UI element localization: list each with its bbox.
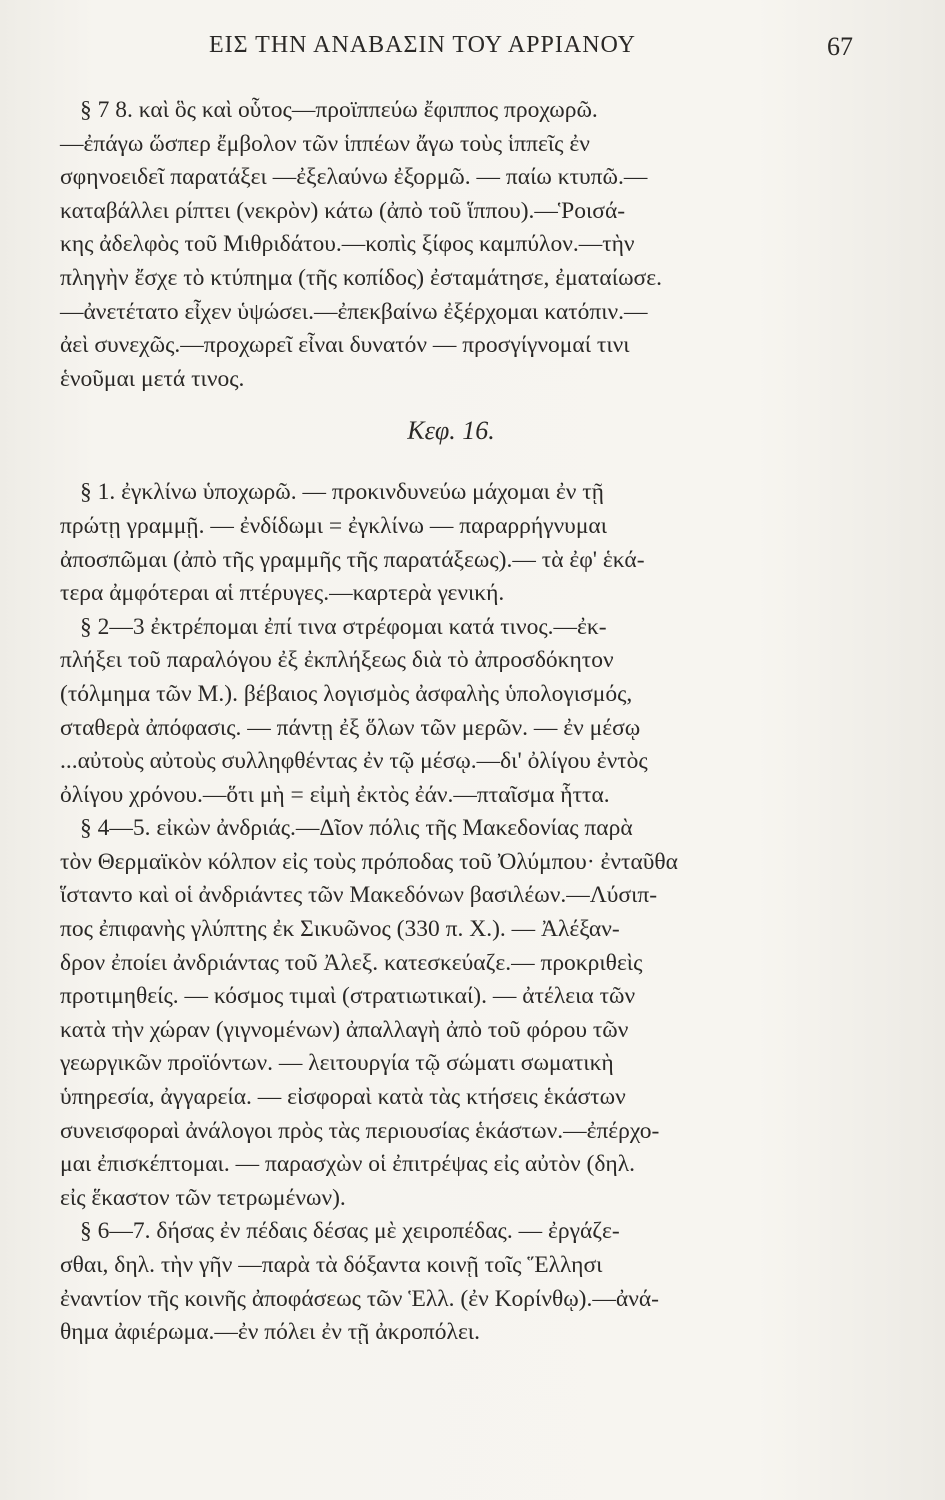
text-line: τὸν Θερμαϊκὸν κόλπον εἰς τοὺς πρόποδας τοῦ Ὀλύμπου· ἐνταῦθα xyxy=(60,848,678,875)
text-line: ...αὐτοὺς αὐτοὺς συλληφθέντας ἐν τῷ μέσῳ.—δι' ὀλίγου ἐντὸς xyxy=(60,748,648,775)
text-line: ἀποσπῶμαι (ἀπὸ τῆς γραμμῆς τῆς παρατάξεως).— τὰ ἐφ' ἑκά- xyxy=(60,546,645,573)
page-text xyxy=(60,94,842,1350)
text-line: σταθερὰ ἀπόφασις. — πάντῃ ἐξ ὅλων τῶν μερῶν. — ἐν μέσῳ xyxy=(60,714,641,741)
text-line: —ἀνετέτατο εἶχεν ὑψώσει.—ἐπεκβαίνω ἐξέρχομαι κατόπιν.— xyxy=(60,298,648,325)
text-line: σθαι, δηλ. τὴν γῆν —παρὰ τὰ δόξαντα κοινῇ τοῖς Ἕλλησι xyxy=(60,1252,603,1278)
text-line: πλήξει τοῦ παραλόγου ἐξ ἐκπλήξεως διὰ τὸ ἀπροσδόκητον xyxy=(60,647,614,674)
text-line: συνεισφοραὶ ἀνάλογοι πρὸς τὰς περιουσίας ἑκάστων.—ἐπέρχο- xyxy=(60,1117,660,1144)
text-line: ὑπηρεσία, ἀγγαρεία. — εἰσφοραὶ κατὰ τὰς κτήσεις ἑκάστων xyxy=(60,1084,626,1111)
text-line: κης ἀδελφὸς τοῦ Μιθριδάτου.—κοπὶς ξίφος καμπύλον.—τὴν xyxy=(60,231,635,258)
text-line: πληγὴν ἔσχε τὸ κτύπημα (τῆς κοπίδος) ἐσταμάτησε, ἐματαίωσε. xyxy=(60,264,662,291)
text-line: πος ἐπιφανὴς γλύπτης ἐκ Σικυῶνος (330 π. Χ.). — Ἀλέξαν- xyxy=(60,916,620,943)
text-line: § 1. ἐγκλίνω ὑποχωρῶ. — προκινδυνεύω μάχομαι ἐν τῇ xyxy=(80,479,604,506)
text-line: § 7 8. καὶ ὃς καὶ οὗτος—προϊππεύω ἔφιππος προχωρῶ. xyxy=(80,97,598,123)
page-header xyxy=(60,32,853,72)
text-line: καταβάλλει ρίπτει (νεκρὸν) κάτω (ἀπὸ τοῦ ἵππου).—Ῥοισά- xyxy=(60,197,626,224)
text-line: ἑνοῦμαι μετά τινος. xyxy=(60,365,245,392)
text-line: εἰς ἕκαστον τῶν τετρωμένων). xyxy=(60,1184,346,1211)
text-line: ἐναντίον τῆς κοινῆς ἀποφάσεως τῶν Ἑλλ. (ἐν Κορίνθῳ).—ἀνά- xyxy=(60,1285,659,1312)
text-line: (τόλμημα τῶν Μ.). βέβαιος λογισμὸς ἀσφαλὴς ὑπολογισμός, xyxy=(60,680,633,707)
text-line: § 6—7. δήσας ἐν πέδαις δέσας μὲ χειροπέδας. — ἐργάζε- xyxy=(80,1218,620,1245)
text-line: —ἐπάγω ὥσπερ ἔμβολον τῶν ἱππέων ἄγω τοὺς ἱππεῖς ἐν xyxy=(60,130,590,157)
text-line: θημα ἀφιέρωμα.—ἐν πόλει ἐν τῇ ἀκροπόλει. xyxy=(60,1319,481,1346)
chapter-heading: Κεφ. 16. xyxy=(407,416,495,446)
text-line: ἀεὶ συνεχῶς.—προχωρεῖ εἶναι δυνατόν — προσγίγνομαί τινι xyxy=(60,332,630,359)
text-line: μαι ἐπισκέπτομαι. — παρασχὼν οἱ ἐπιτρέψας εἰς αὐτὸν (δηλ. xyxy=(60,1151,635,1178)
text-line: σφηνοειδεῖ παρατάξει —ἐξελαύνω ἐξορμῶ. — παίω κτυπῶ.— xyxy=(60,164,648,191)
text-line: δρον ἐποίει ἀνδριάντας τοῦ Ἀλεξ. κατεσκεύαζε.— προκριθεὶς xyxy=(60,949,643,976)
text-line: γεωργικῶν προϊόντων. — λειτουργία τῷ σώματι σωματικὴ xyxy=(60,1050,614,1077)
text-line: § 4—5. εἰκὼν ἀνδριάς.—Δῖον πόλις τῆς Μακεδονίας παρὰ xyxy=(80,815,633,842)
page-number: 67 xyxy=(827,32,853,61)
text-line: τερα ἀμφότεραι αἱ πτέρυγες.—καρτερὰ γενική. xyxy=(60,580,505,607)
text-line: § 2—3 ἐκτρέπομαι ἐπί τινα στρέφομαι κατά τινος.—ἐκ- xyxy=(80,613,607,640)
text-line: κατὰ τὴν χώραν (γιγνομένων) ἀπαλλαγὴ ἀπὸ τοῦ φόρου τῶν xyxy=(60,1016,629,1043)
text-line: ὀλίγου χρόνου.—ὅτι μὴ = εἰμὴ ἐκτὸς ἐάν.—πταῖσμα ἧττα. xyxy=(60,781,610,808)
running-title: ΕΙΣ ΤΗΝ ΑΝΑΒΑΣΙΝ ΤΟΥ ΑΡΡΙΑΝΟΥ xyxy=(208,32,636,58)
text-line: προτιμηθείς. — κόσμος τιμαὶ (στρατιωτικαί). — ἀτέλεια τῶν xyxy=(60,983,636,1010)
text-line: πρώτῃ γραμμῇ. — ἐνδίδωμι = ἐγκλίνω — παραρρήγνυμαι xyxy=(60,512,608,539)
text-line: ἵσταντο καὶ οἱ ἀνδριάντες τῶν Μακεδόνων βασιλέων.—Λύσιπ- xyxy=(60,882,658,909)
